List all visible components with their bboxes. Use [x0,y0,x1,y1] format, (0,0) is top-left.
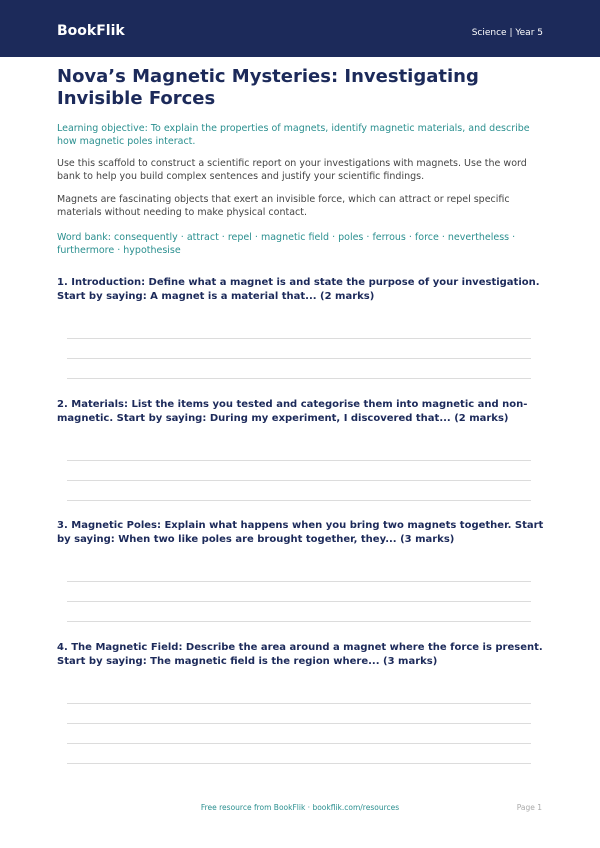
answer-line[interactable] [67,378,531,379]
answer-line[interactable] [67,460,531,461]
answer-line[interactable] [67,358,531,359]
answer-line[interactable] [67,338,531,339]
answer-line[interactable] [67,723,531,724]
question-4: 4. The Magnetic Field: Describe the area around a magnet where the force is present. Start by saying: The magnetic field is the region where... (3 marks) [57,642,543,667]
question-2: 2. Materials: List the items you tested and categorise them into magnetic and non-magnetic. Start by saying: During my experiment, I discovered that... (2 marks) [57,399,528,424]
question-3: 3. Magnetic Poles: Explain what happens when you bring two magnets together. Start by saying: When two like poles are brought together, they... (3 marks) [57,520,544,545]
answer-line[interactable] [67,763,531,764]
answer-line[interactable] [67,743,531,744]
brand-logo: BookFlik [57,23,125,39]
answer-line[interactable] [67,480,531,481]
learning-objective: Learning objective: To explain the properties of magnets, identify magnetic materials, and describe how magnetic poles interact. [57,123,530,147]
subject-year-label: Science | Year 5 [471,28,543,38]
word-bank: Word bank: consequently · attract · repel · magnetic field · poles · ferrous · force · nevertheless · furthermore · hypothesise [57,232,516,256]
page-number: Page 1 [516,803,542,812]
footer-credit: Free resource from BookFlik · bookflik.com/resources [200,803,400,812]
page-title: Nova’s Magnetic Mysteries: Investigating Invisible Forces [57,66,479,109]
answer-line[interactable] [67,601,531,602]
intro-paragraph: Use this scaffold to construct a scientific report on your investigations with magnets. Use the word bank to help you build complex sentences and justify your scientific findings. [57,158,527,182]
question-1: 1. Introduction: Define what a magnet is and state the purpose of your investigation. Start by saying: A magnet is a material that... (2 marks) [57,277,540,302]
answer-line[interactable] [67,703,531,704]
header-bar [0,0,600,57]
answer-line[interactable] [67,500,531,501]
answer-line[interactable] [67,621,531,622]
answer-line[interactable] [67,581,531,582]
description-paragraph: Magnets are fascinating objects that exert an invisible force, which can attract or repel specific materials without needing to make physical contact. [57,194,510,218]
